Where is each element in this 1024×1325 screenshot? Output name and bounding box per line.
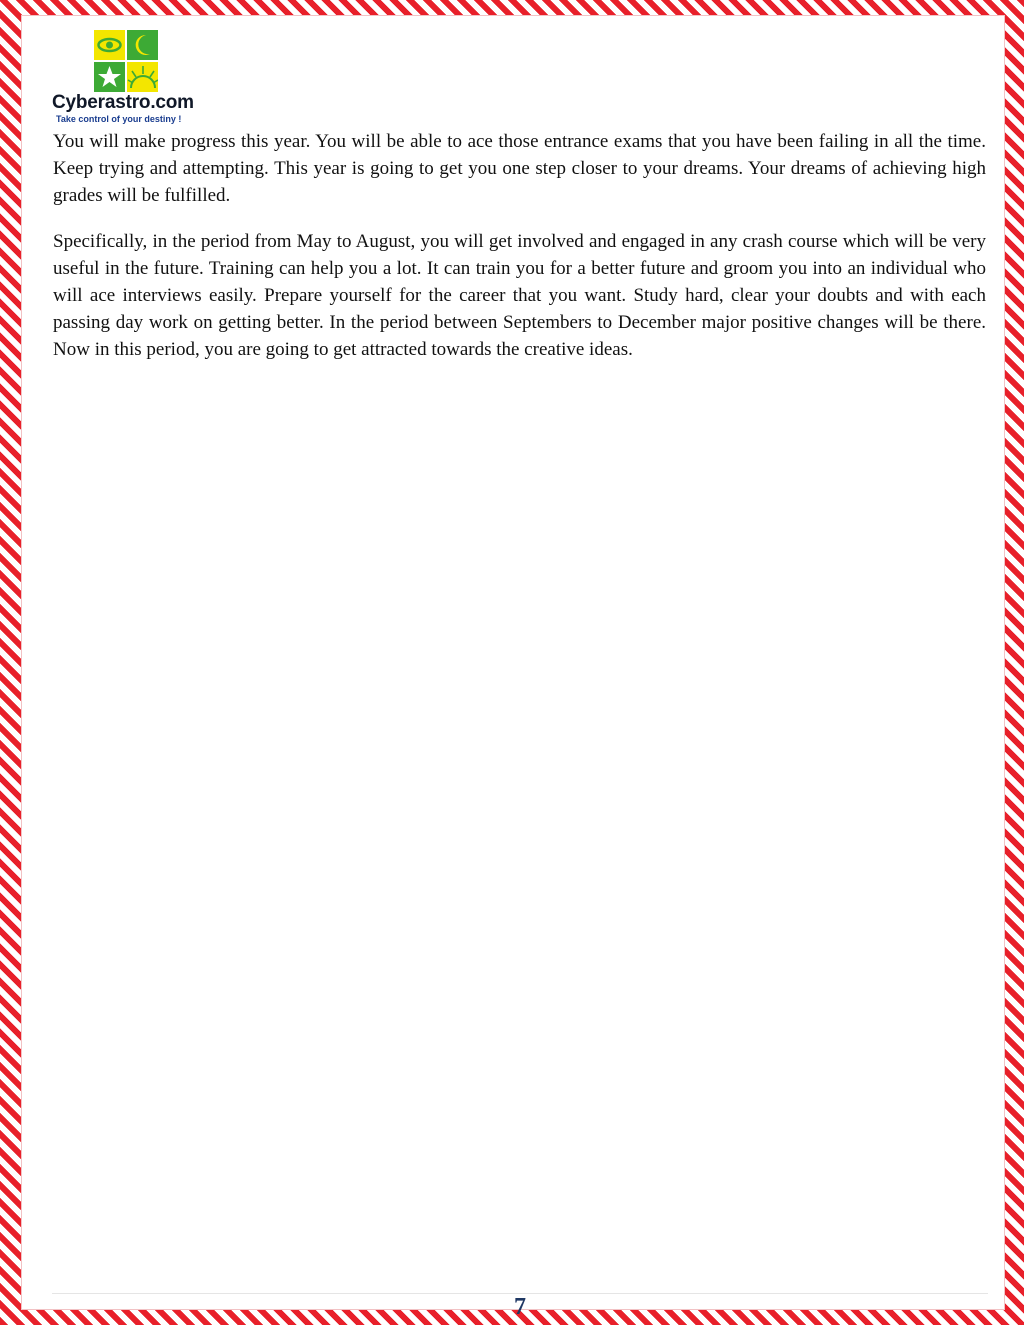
paragraph-1: You will make progress this year. You will be able to ace those entrance exams that you have been failing in all the time. Keep trying and attempting. This year is going to get you one step closer to your dreams. Your dreams of achieving high grades will be fulfilled. [53, 131, 986, 206]
brand-logo [50, 28, 210, 124]
paragraph-2: Specifically, in the period from May to August, you will get involved and engaged in any crash course which will be very useful in the future. Training can help you a lot. It can train you for a better future and groom you into an individual who will ace interviews easily. Prepare yourself for the career that you want. Study hard, clear your doubts and with each passing day work on getting better. In the period between Septembers to December major positive changes will be there. Now in this period, you are going to get attracted towards the creative ideas. [53, 231, 986, 360]
logo-tagline: Take control of your destiny ! [56, 114, 182, 124]
page-number: 7 [514, 1294, 526, 1320]
cyberastro-logo-icon [94, 30, 158, 92]
article-body [53, 128, 986, 382]
logo-name: Cyberastro.com [52, 92, 194, 113]
